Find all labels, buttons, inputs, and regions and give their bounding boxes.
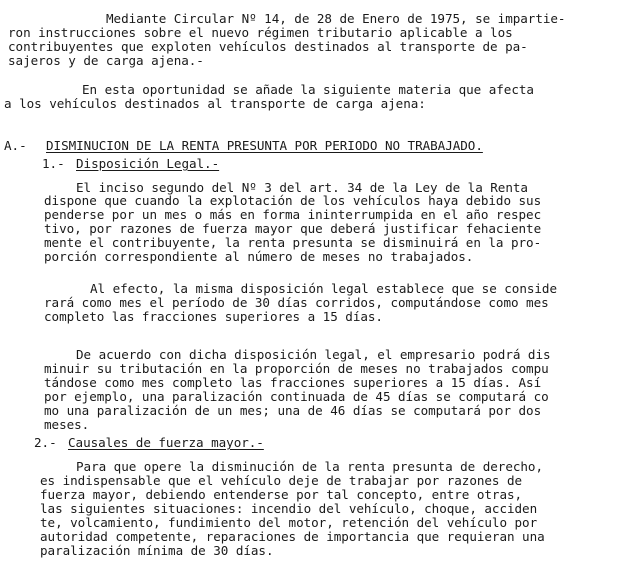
sub2-p1-line-7: paralización mínima de 30 días. <box>40 543 274 558</box>
intro-line-4: sajeros y de carga ajena.- <box>8 53 204 68</box>
sub2-p1-line-1: Para que opere la disminución de la renta presunta de derecho, <box>76 459 543 474</box>
sub2-p1-line-5: te, volcamiento, fundimiento del motor, retención del vehículo por <box>40 515 538 530</box>
section-a-title: DISMINUCION DE LA RENTA PRESUNTA POR PERIODO NO TRABAJADO. <box>46 138 483 153</box>
sub2-p1-line-4: las siguientes situaciones: incendio del vehículo, choque, acciden <box>40 501 538 516</box>
sub1-p1-line-4: tivo, por razones de fuerza mayor que deberá justificar fehaciente <box>44 221 542 236</box>
para2-line-2: a los vehículos destinados al transporte de carga ajena: <box>4 96 426 111</box>
intro-line-1: Mediante Circular Nº 14, de 28 de Enero de 1975, se impartie- <box>106 11 566 26</box>
sub1-p3-line-1: De acuerdo con dicha disposición legal, el empresario podrá dis <box>76 347 551 362</box>
sub1-p3-line-2: minuir su tributación en la proporción de meses no trabajados compu <box>44 361 549 376</box>
sub2-number: 2.- <box>34 435 57 450</box>
section-a-letter: A.- <box>4 138 27 153</box>
sub1-p3-line-6: meses. <box>44 417 90 432</box>
sub1-title: Disposición Legal.- <box>76 156 220 171</box>
para2-line-1: En esta oportunidad se añade la siguiente materia que afecta <box>82 82 534 97</box>
sub2-p1-line-3: fuerza mayor, debiendo entenderse por tal concepto, entre otras, <box>40 487 523 502</box>
sub1-p2-line-1: Al efecto, la misma disposición legal establece que se conside <box>90 281 557 296</box>
sub1-p3-line-3: tándose como mes completo las fracciones superiores a 15 días. Así <box>44 375 542 390</box>
sub1-p2-line-2: rará como mes el período de 30 días corridos, computándose como mes <box>44 295 549 310</box>
sub1-p1-line-3: penderse por un mes o más en forma ininterrumpida en el año respec <box>44 207 542 222</box>
intro-line-2: ron instrucciones sobre el nuevo régimen tributario aplicable a los <box>8 25 513 40</box>
sub2-title: Causales de fuerza mayor.- <box>68 435 264 450</box>
sub1-number: 1.- <box>42 156 65 171</box>
sub2-p1-line-2: es indispensable que el vehículo deje de trabajar por razones de <box>40 473 523 488</box>
sub1-p1-line-2: dispone que cuando la explotación de los vehículos haya debido sus <box>44 193 542 208</box>
sub2-p1-line-6: autoridad competente, reparaciones de importancia que requieran una <box>40 529 545 544</box>
sub1-p1-line-1: El inciso segundo del Nº 3 del art. 34 de la Ley de la Renta <box>76 180 528 195</box>
sub1-p3-line-4: por ejemplo, una paralización continuada de 45 días se computará co <box>44 389 549 404</box>
sub1-p2-line-3: completo las fracciones superiores a 15 días. <box>44 309 383 324</box>
sub1-p1-line-5: mente el contribuyente, la renta presunta se disminuirá en la pro- <box>44 235 542 250</box>
sub1-p3-line-5: mo una paralización de un mes; una de 46 días se computará por dos <box>44 403 542 418</box>
sub1-p1-line-6: porción correspondiente al número de meses no trabajados. <box>44 249 474 264</box>
intro-line-3: contribuyentes que exploten vehículos destinados al transporte de pa- <box>8 39 528 54</box>
